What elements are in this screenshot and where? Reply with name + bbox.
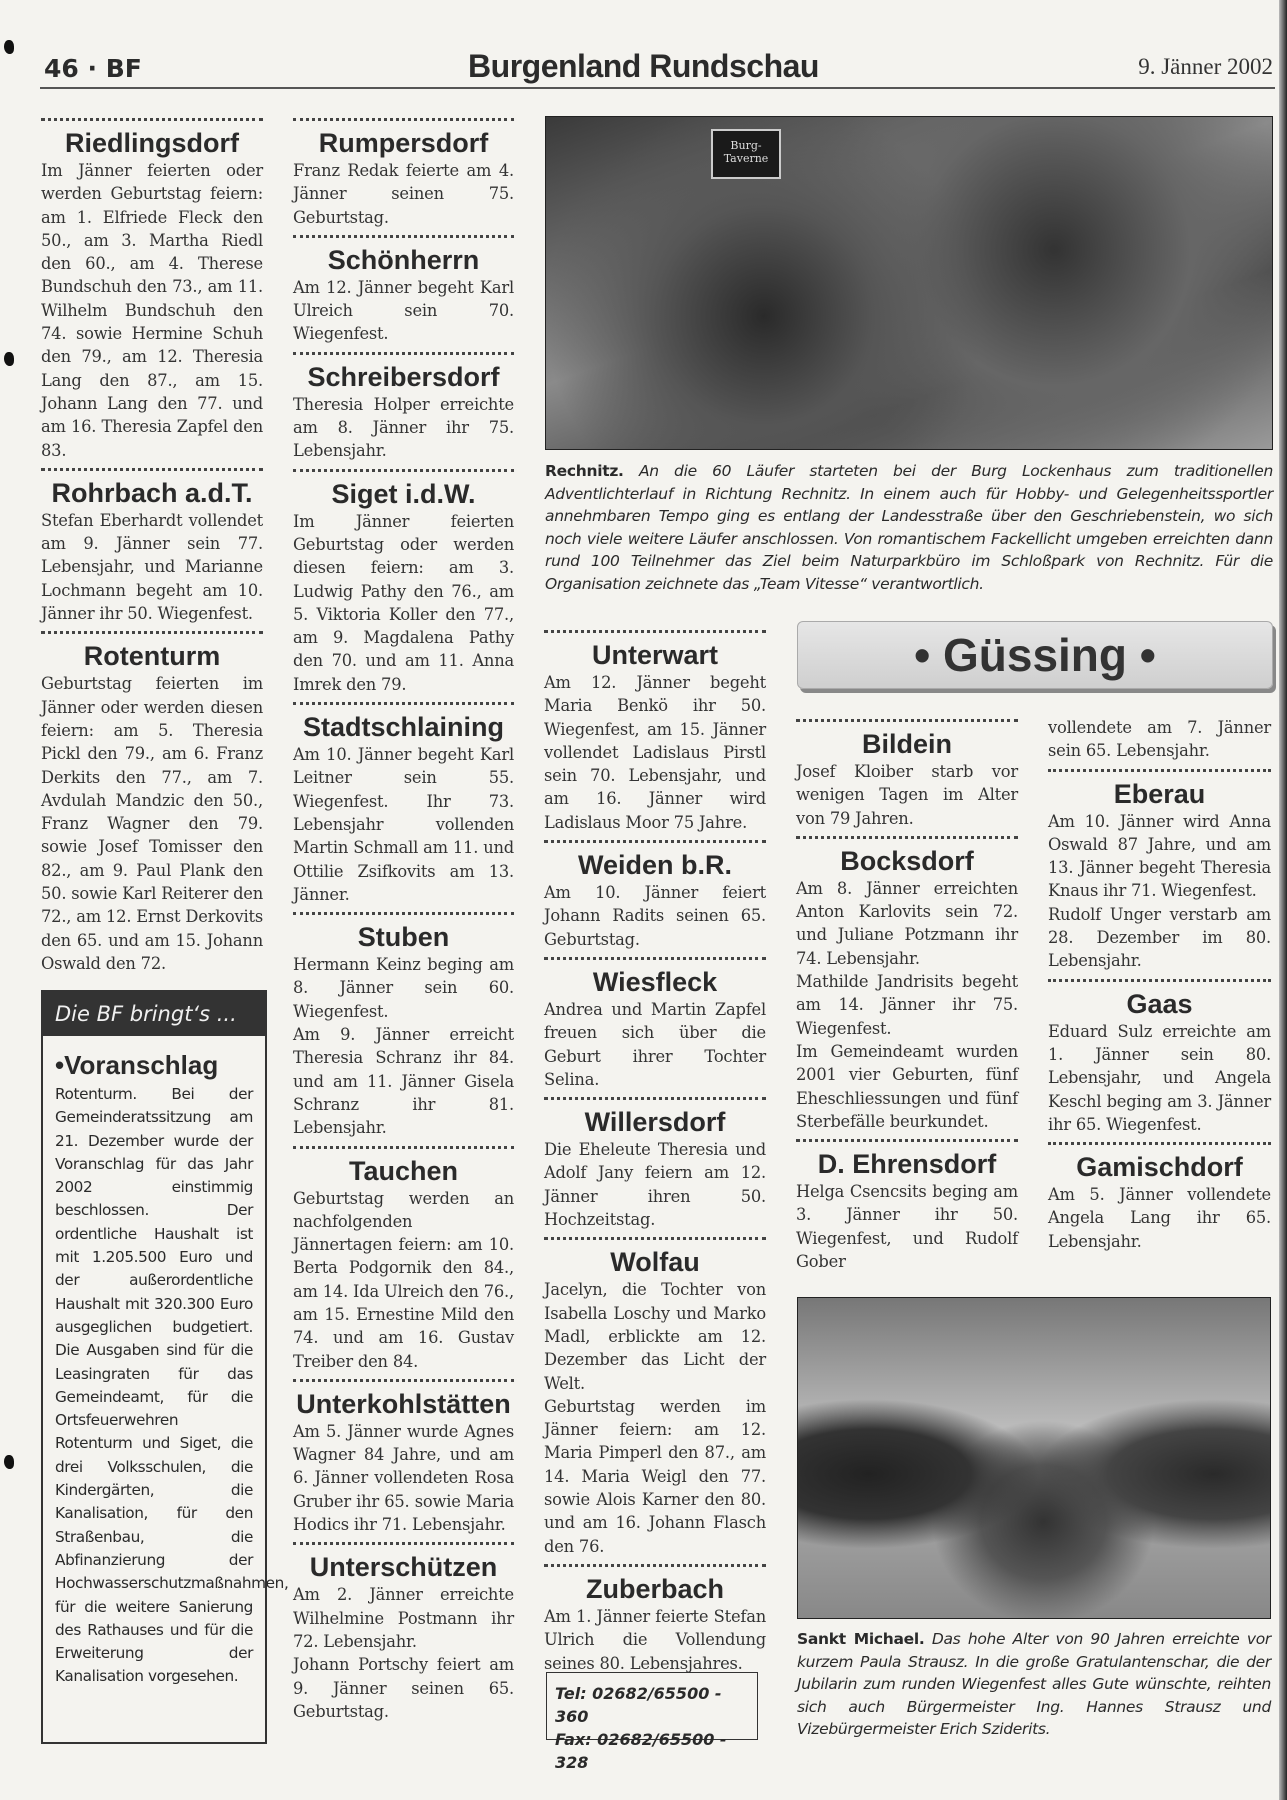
birthday-photo — [797, 1297, 1271, 1619]
photo-caption-sankt-michael — [797, 1628, 1271, 1741]
item-heading: Schönherrn — [327, 244, 480, 275]
news-item — [544, 957, 766, 1091]
item-text: Am 10. Jänner feiert Johann Radits seinen 65. Geburtstag. — [544, 883, 766, 949]
news-item — [293, 118, 514, 229]
column-1 — [41, 112, 263, 975]
item-text: Andrea und Martin Zapfel freuen sich über die Geburt ihrer Tochter Selina. — [544, 999, 766, 1089]
item-heading: Rumpersdorf — [318, 128, 489, 158]
news-item — [544, 1564, 766, 1675]
item-text: Geburtstag feierten im Jänner oder werden diesen feiern: am 5. Theresia Pickl den 79., am 6. Franz Derkits den 77., am 7. Avdulah Mandzic den 50., Franz Wagner den 79. sowie Josef Tomisser den 82., am 9. Paul Plank den 50. sowie Karl Reiterer den 72., am 12. Ernst Derkovits den 65. und am 15. Johann Oswald den 72. — [41, 674, 264, 973]
dotted-divider — [544, 957, 766, 960]
caption-text: An die 60 Läufer starteten bei der Burg Lockenhaus zum traditionellen Adventlichterlauf in Richtung Rechnitz. In einem auch für Hobby- und Gelegenheitssportler annehmbaren Tempo ging es entlang der Landesstraße über den Geschriebenstein, wo sich noch viele weitere Läufer anschlossen. Von romantischem Fackellicht umgeben erreichten dann rund 100 Teilnehmer das Ziel beim Naturparkbüro im Schloßpark von Rechnitz. Für die Organisation zeichnete das „Team Vitesse“ verantwortlich. — [545, 462, 1273, 593]
dotted-divider — [293, 912, 514, 915]
item-text: Am 12. Jänner begeht Maria Benkö ihr 50. Wiegenfest, am 15. Jänner vollendet Ladislaus Pirstl sein 70. Lebensjahr, und am 16. Jänner wird Ladislaus Moor 75 Jahre. — [544, 673, 766, 832]
contact-box — [546, 1672, 758, 1772]
item-text: Am 12. Jänner begeht Karl Ulreich sein 70. Wiegenfest. — [293, 277, 514, 344]
dotted-divider — [293, 1146, 514, 1149]
item-heading: Tauchen — [348, 1155, 458, 1186]
dotted-divider — [293, 118, 514, 121]
item-text: Franz Redak feierte am 4. Jänner seinen 75. Geburtstag. — [293, 161, 514, 227]
item-heading: D. Ehrensdorf — [817, 1149, 997, 1180]
dotted-divider — [796, 836, 1018, 839]
dotted-divider — [1048, 979, 1271, 982]
news-item — [796, 1139, 1018, 1273]
telephone-number: Tel: 02682/65500 - 360 — [555, 1684, 722, 1726]
item-heading: Unterwart — [591, 640, 719, 670]
dotted-divider — [544, 1564, 766, 1567]
page-number: 46 · BF — [44, 54, 142, 83]
dotted-divider — [293, 352, 514, 355]
news-item — [41, 468, 263, 625]
issue-date: 9. Jänner 2002 — [1138, 54, 1273, 79]
item-text: Am 10. Jänner begeht Karl Leitner sein 55. Wiegenfest. Ihr 73. Lebensjahr vollenden Martin Schmall am 11. und Ottilie Zsifkovits am 13. Jänner. — [293, 745, 514, 904]
section-banner-guessing: • Güssing • — [797, 621, 1273, 689]
item-heading: Unterkohlstätten — [296, 1388, 511, 1419]
item-heading: Rotenturm — [83, 641, 221, 672]
item-heading: Weiden b.R. — [577, 850, 732, 881]
news-item — [41, 631, 263, 975]
item-heading: Rohrbach a.d.T. — [51, 477, 253, 508]
item-heading: Stadtschlaining — [302, 712, 505, 743]
tavern-sign: Burg-Taverne — [711, 129, 781, 179]
news-item — [293, 702, 514, 906]
fax-number: Fax: 02682/65500 - 328 — [555, 1730, 727, 1772]
item-text: Geburtstag werden an nachfolgenden Jännertagen feiern: am 10. Berta Podgornik den 84., am 14. Ida Ulreich den 76., am 15. Ernestine Mild den 74. und am 16. Gustav Treiber den 84. — [293, 1188, 514, 1371]
column-2 — [293, 112, 514, 1723]
news-item — [1048, 1142, 1271, 1253]
scan-mark — [4, 40, 14, 54]
item-heading: Siget i.d.W. — [331, 478, 476, 509]
caption-lead: Rechnitz. — [545, 462, 624, 480]
dotted-divider — [293, 702, 514, 705]
dotted-divider — [544, 1097, 766, 1100]
item-text: Stefan Eberhardt vollendet am 9. Jänner sein 77. Lebensjahr, und Marianne Lochmann begeht am 10. Jänner ihr 50. Wiegenfest. — [41, 510, 263, 624]
news-item — [293, 912, 514, 1139]
item-heading: Gaas — [1126, 988, 1193, 1019]
news-item — [293, 1146, 514, 1373]
item-heading: Willersdorf — [584, 1107, 726, 1138]
item-text: Jacelyn, die Tochter von Isabella Loschy und Marko Madl, erblickte am 12. Dezember das Licht der Welt. — [544, 1280, 766, 1393]
item-text: Mathilde Jandrisits begeht am 14. Jänner ihr 75. Wiegenfest. — [796, 972, 1018, 1038]
column-3 — [544, 624, 766, 1675]
news-item — [293, 352, 514, 463]
caption-lead: Sankt Michael. — [797, 1630, 925, 1648]
item-text: Am 9. Jänner erreicht Theresia Schranz ihr 84. und am 11. Jänner Gisela Schranz ihr 81. Lebensjahr. — [293, 1025, 514, 1138]
info-box — [41, 990, 289, 1744]
news-item — [544, 1237, 766, 1558]
item-heading: Schreibersdorf — [307, 361, 500, 392]
scan-edge — [1279, 0, 1287, 1800]
item-heading: Stuben — [357, 922, 450, 953]
item-heading: Wiesfleck — [592, 966, 718, 997]
dotted-divider — [41, 118, 263, 121]
item-heading: Unterschützen — [309, 1552, 498, 1583]
dotted-divider — [544, 1237, 766, 1240]
dotted-divider — [293, 1379, 514, 1382]
column-5 — [1048, 716, 1271, 1253]
scan-mark — [4, 1455, 14, 1469]
item-text: Rudolf Unger verstarb am 28. Dezember im 80. Lebensjahr. — [1048, 904, 1271, 971]
item-text: Johann Portschy feiert am 9. Jänner seinen 65. Geburtstag. — [293, 1655, 514, 1721]
news-item — [293, 235, 514, 346]
item-heading: Zuberbach — [585, 1573, 725, 1604]
news-item — [1048, 769, 1271, 973]
item-heading: Riedlingsdorf — [65, 128, 239, 158]
header-rule — [40, 87, 1275, 89]
dotted-divider — [544, 840, 766, 843]
info-box-title: •Voranschlag — [55, 1050, 219, 1080]
column-4 — [796, 713, 1018, 1273]
dotted-divider — [1048, 1142, 1271, 1145]
info-box-text: Rotenturm. Bei der Gemeinderatssitzung am 21. Dezember wurde der Voranschlag für das Jahr 2002 einstimmig beschlossen. Der ordentliche Haushalt ist mit 1.205.500 Euro und der außerordentliche Haushalt mit 320.300 Euro ausgeglichen budgetiert. Die Ausgaben sind für die Leasingraten für das Gemeindeamt, für die Ortsfeuerwehren Rotenturm und Siget, die drei Volksschulen, die Kindergärten, die Kanalisation, für den Straßenbau, die Abfinanzierung der Hochwasserschutzmaßnahmen, für die weitere Sanierung des Rathauses und für die Erweiterung der Kanalisation vorgesehen. — [55, 1085, 289, 1686]
news-item — [544, 630, 766, 834]
news-item — [41, 118, 263, 462]
item-text: Im Gemeindeamt wurden 2001 vier Geburten, fünf Eheschliessungen und fünf Sterbefälle beurkundet. — [796, 1041, 1018, 1131]
dotted-divider — [41, 468, 263, 471]
item-text: Geburtstag werden im Jänner feiern: am 12. Maria Pimperl den 87., am 14. Maria Weigl den 77. sowie Alois Karner den 80. und am 16. Johann Flasch den 76. — [544, 1396, 766, 1556]
item-text: Am 8. Jänner erreichten Anton Karlovits sein 72. und Juliane Potzmann ihr 74. Lebensjahr. — [796, 878, 1018, 968]
item-text: Die Eheleute Theresia und Adolf Jany feiern am 12. Jänner ihren 50. Hochzeitstag. — [544, 1140, 766, 1230]
item-text: Im Jänner feierten Geburtstag oder werden diesen feiern: am 3. Ludwig Pathy den 76., am 5. Viktoria Koller den 77., am 9. Magdalena Pathy den 70. und am 11. Anna Imrek den 79. — [293, 511, 514, 694]
info-box-header: Die BF bringt‘s ... — [43, 992, 265, 1036]
news-item — [796, 836, 1018, 1133]
item-text: Josef Kloiber starb vor wenigen Tagen im Alter von 79 Jahren. — [796, 762, 1018, 828]
item-heading: Bildein — [861, 729, 952, 759]
item-text: Hermann Keinz beging am 8. Jänner sein 60. Wiegenfest. — [293, 955, 514, 1021]
dotted-divider — [293, 1542, 514, 1545]
item-text: Am 5. Jänner wurde Agnes Wagner 84 Jahre, und am 6. Jänner vollendeten Rosa Gruber ihr 65. sowie Maria Hodics ihr 71. Lebensjahr. — [293, 1421, 514, 1535]
dotted-divider — [293, 469, 514, 472]
item-text: Am 5. Jänner vollendete Angela Lang ihr 65. Lebensjahr. — [1048, 1185, 1271, 1251]
runners-photo — [545, 116, 1273, 450]
newspaper-title: Burgenland Rundschau — [468, 48, 819, 84]
item-text: Eduard Sulz erreichte am 1. Jänner sein 80. Lebensjahr, und Angela Keschl beging am 3. Jänner ihr 65. Wiegenfest. — [1048, 1021, 1271, 1134]
item-text: Im Jänner feierten oder werden Geburtstag feiern: am 1. Elfriede Fleck den 50., am 3. Martha Riedl den 60., am 4. Therese Bundschuh den 73., am 11. Wilhelm Bundschuh den 74. sowie Hermine Schuh den 79., am 12. Theresia Lang den 87., am 15. Johann Lang den 77. und am 16. Theresia Zapfel den 83. — [41, 161, 263, 460]
news-item — [1048, 716, 1271, 763]
dotted-divider — [293, 235, 514, 238]
item-text: Helga Csencsits beging am 3. Jänner ihr 50. Wiegenfest, und Rudolf Gober — [796, 1182, 1018, 1272]
dotted-divider — [796, 719, 1018, 722]
news-item — [293, 469, 514, 696]
item-heading: Wolfau — [610, 1247, 700, 1278]
item-heading: Eberau — [1113, 778, 1206, 809]
item-text: Am 1. Jänner feierte Stefan Ulrich die Vollendung seines 80. Lebensjahres. — [544, 1606, 766, 1673]
dotted-divider — [796, 1139, 1018, 1142]
news-item — [293, 1379, 514, 1536]
dotted-divider — [544, 630, 766, 633]
item-text: Am 10. Jänner wird Anna Oswald 87 Jahre, und am 13. Jänner begeht Theresia Knaus ihr 71. Wiegenfest. — [1048, 811, 1271, 901]
news-item — [293, 1542, 514, 1723]
news-item — [796, 719, 1018, 830]
dotted-divider — [1048, 769, 1271, 772]
news-item — [544, 840, 766, 951]
photo-caption-rechnitz — [545, 460, 1273, 595]
item-text: Theresia Holper erreichte am 8. Jänner ihr 75. Lebensjahr. — [293, 394, 514, 461]
dotted-divider — [41, 631, 263, 634]
news-item — [544, 1097, 766, 1231]
caption-text: Das hohe Alter von 90 Jahren erreichte vor kurzem Paula Strausz. In die große Gratulantenschar, die der Jubilarin zum runden Wiegenfest alles Gute wünschte, reihten sich auch Bürgermeister Ing. Hannes Strausz und Vizebürgermeister Erich Sziderits. — [797, 1630, 1271, 1738]
item-text: vollendete am 7. Jänner sein 65. Lebensjahr. — [1048, 718, 1271, 761]
scan-mark — [4, 352, 14, 366]
item-heading: Gamischdorf — [1076, 1152, 1243, 1183]
item-text: Am 2. Jänner erreichte Wilhelmine Postmann ihr 72. Lebensjahr. — [293, 1585, 514, 1651]
news-item — [1048, 979, 1271, 1136]
item-heading: Bocksdorf — [840, 845, 974, 876]
